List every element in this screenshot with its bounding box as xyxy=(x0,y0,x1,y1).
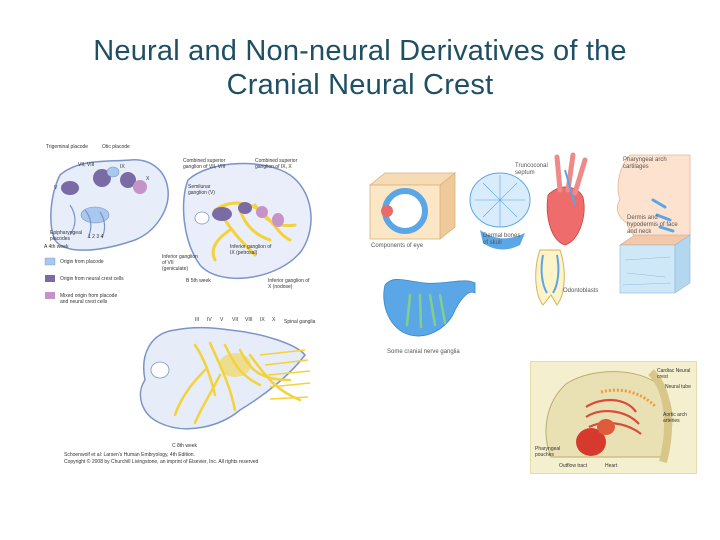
semilunar-ganglion-b xyxy=(212,207,232,221)
label-combined-superior-ix: Combined superior ganglion of IX, X xyxy=(255,158,298,170)
label-combined-superior: Combined superior ganglion of VII, VIII xyxy=(183,158,226,170)
label-aortic: Aortic arch arteries xyxy=(663,412,687,424)
tooth xyxy=(536,250,565,305)
label-ganglia: Some cranial nerve ganglia xyxy=(387,349,460,355)
outflow-c xyxy=(597,419,615,435)
eye-block-side xyxy=(440,173,455,239)
label-neural-tube: Neural tube xyxy=(665,384,691,390)
label-pharyngeal: Pharyngeal arch cartilages xyxy=(623,157,667,170)
label-semilunar: Semilunar ganglion (V) xyxy=(188,184,215,196)
label-pharyngeal-pouches: Pharyngeal pouches xyxy=(535,446,561,458)
heart-shape xyxy=(547,187,584,245)
cardiac-crest-figure xyxy=(530,361,697,474)
slide-title-line-1: Neural and Non-neural Derivatives of the xyxy=(93,35,627,67)
nerve-label-x: X xyxy=(272,317,276,323)
label-heart: Heart xyxy=(605,463,618,469)
label-vii-viii: VII, VIII xyxy=(78,162,95,168)
slide-title xyxy=(0,34,720,102)
label-eye: Components of eye xyxy=(371,243,424,249)
legend-label-crest: Origin from neural crest cells xyxy=(60,276,124,282)
slide-title-line-2: Cranial Neural Crest xyxy=(226,69,494,101)
legend-swatch-placode xyxy=(45,258,55,265)
label-epipharyngeal: Epipharyngeal placodes xyxy=(50,230,82,242)
nerve-label-ix: IX xyxy=(260,317,265,323)
legend-label-placode: Origin from placode xyxy=(60,259,104,265)
nerve-label-vii: VII xyxy=(232,317,239,323)
nerve-label-iii: III xyxy=(195,317,200,323)
nerve-label-v: V xyxy=(220,317,224,323)
label-x: X xyxy=(146,176,150,182)
brain-ganglia-shape xyxy=(384,279,475,336)
epipharyngeal-a xyxy=(81,207,109,223)
label-stage-b: B 5th week xyxy=(186,278,211,284)
label-ix: IX xyxy=(120,164,125,170)
label-stage-c: C 8th week xyxy=(172,443,198,449)
embryo-ganglia-figure-ab xyxy=(40,140,315,315)
cardiac-embryo-outline xyxy=(546,372,672,457)
label-outflow: Outflow tract xyxy=(559,463,588,469)
citation-line-2: Copyright © 2008 by Churchill Livingstone, an imprint of Elsevier, Inc. All rights reserved xyxy=(64,459,259,465)
citation-line-1: Schoenwolf et al: Larsen's Human Embryology, 4th Edition. xyxy=(64,452,195,458)
embryo-ganglia-figure-c xyxy=(60,315,318,465)
ganglion-x-a xyxy=(133,180,147,194)
crest-derivatives-drawing xyxy=(365,145,695,360)
label-truncoconal: Truncoconal septum xyxy=(515,163,548,176)
otic-placode-a xyxy=(107,167,119,177)
ganglion-vii-b xyxy=(238,202,252,214)
ganglion-cluster-c xyxy=(219,353,251,377)
label-inferior-x: Inferior ganglion of X (nodose) xyxy=(268,278,310,290)
legend-swatch-crest xyxy=(45,275,55,282)
label-inferior-ix: Inferior ganglion of IX (petrosal) xyxy=(230,244,272,256)
label-spinal-ganglia: Spinal ganglia xyxy=(284,319,316,325)
skin-block-side xyxy=(675,235,690,293)
label-otic-placode: Otic placode xyxy=(102,144,130,150)
eye-c xyxy=(151,362,169,378)
ganglion-v-a xyxy=(61,181,79,195)
crest-derivatives-figure xyxy=(365,145,695,360)
nerve-label-iv: IV xyxy=(207,317,212,323)
label-cardiac-crest: Cardiac Neural crest xyxy=(657,368,691,380)
eye-b xyxy=(195,212,209,224)
label-inferior-vii: Inferior ganglion of VII (geniculate) xyxy=(162,254,198,272)
ganglion-ix-b xyxy=(256,206,268,218)
label-dermis: Dermis and hypodermis of face and neck xyxy=(627,215,678,235)
label-epibranchial: 1 2 3 4 xyxy=(88,234,104,240)
legend-swatch-mixed xyxy=(45,292,55,299)
eye-lens xyxy=(381,205,393,217)
label-trigeminal-placode: Trigeminal placode xyxy=(46,144,89,150)
embryo-c-outline xyxy=(140,328,305,429)
skin-block-front xyxy=(620,245,675,293)
label-dermal-bones: Dermal bones of skull xyxy=(483,233,521,246)
label-odontoblasts: Odontoblasts xyxy=(563,288,599,294)
label-v: V xyxy=(54,185,58,191)
ganglion-x-b xyxy=(272,213,284,227)
nerve-label-viii: VIII xyxy=(245,317,253,323)
legend-label-mixed: Mixed origin from placode and neural crest cells xyxy=(60,293,118,305)
label-stage-a: A 4th week xyxy=(44,244,69,250)
